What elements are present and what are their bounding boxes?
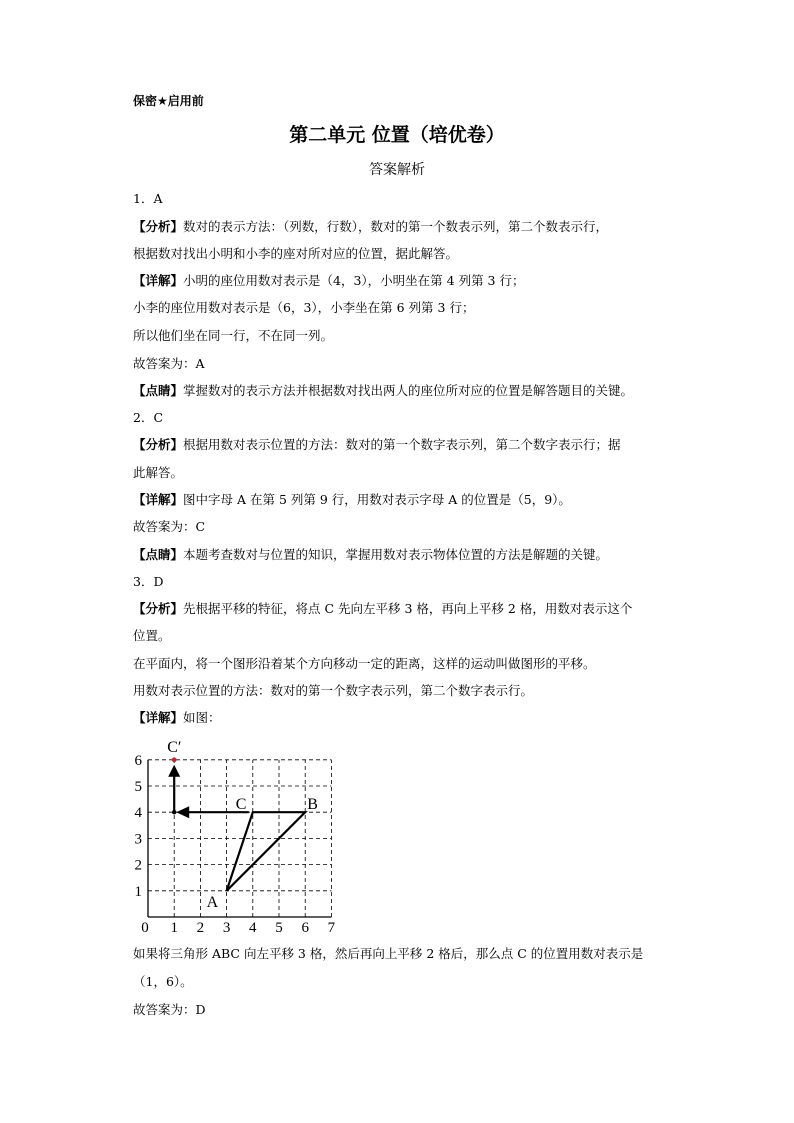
q3-detail-tag: 【详解】 <box>133 710 184 725</box>
x-tick-label: 0 <box>141 920 149 936</box>
q3-analysis-tag: 【分析】 <box>133 601 184 616</box>
q3-analysis-line-4: 用数对表示位置的方法：数对的第一个数字表示列，第二个数字表示行。 <box>133 683 534 698</box>
q3-answer: 故答案为：D <box>133 1002 206 1017</box>
x-tick-label: 7 <box>327 920 336 936</box>
x-tick-label: 5 <box>275 920 283 936</box>
y-tick-label: 5 <box>134 779 142 795</box>
point-label-c: C <box>235 796 247 814</box>
up-arrow-head <box>168 765 180 777</box>
page-title: 第二单元 位置（培优卷） <box>289 124 505 146</box>
point-label-a: A <box>206 893 219 911</box>
q1-analysis-tag: 【分析】 <box>133 219 184 234</box>
y-tick-label: 2 <box>134 857 142 874</box>
x-tick-label: 6 <box>301 920 309 936</box>
secret-label: 保密★启用前 <box>133 94 204 108</box>
q2-answer: 故答案为：C <box>133 519 206 534</box>
q2-comment-text: 本题考查数对与位置的知识，掌握用数对表示物体位置的方法是解题的关键。 <box>183 547 609 562</box>
q2-analysis-text-1: 根据用数对表示位置的方法：数对的第一个数字表示列，第二个数字表示行；据 <box>183 437 621 452</box>
q1-detail-text-1: 小明的座位用数对表示是（4，3），小明坐在第 4 列第 3 行； <box>183 273 525 288</box>
q3-analysis-line-1 <box>133 601 673 617</box>
translation-grid-figure <box>125 730 355 938</box>
q2-detail-tag: 【详解】 <box>133 492 184 507</box>
q1-detail-line-2: 小李的座位用数对表示是（6，3），小李坐在第 6 列第 3 行； <box>133 300 475 315</box>
q1-comment-tag: 【点睛】 <box>133 383 184 398</box>
point-label-c-prime: C′ <box>167 738 182 756</box>
c-prime-point <box>172 757 177 762</box>
point-label-b: B <box>307 796 318 814</box>
q2-comment-tag: 【点睛】 <box>133 547 184 562</box>
q3-conclusion-line-1: 如果将三角形 ABC 向左平移 3 格，然后再向上平移 2 格后，那么点 C 的位置用数对表示是 <box>133 946 644 961</box>
q1-answer: 故答案为：A <box>133 356 205 371</box>
q3-detail-text-1: 如图： <box>183 710 221 725</box>
q1-detail-line-1 <box>133 273 673 289</box>
q1-analysis-text-1: 数对的表示方法：（列数，行数），数对的第一个数表示列，第二个数表示行， <box>183 219 609 234</box>
q2-detail-line-1 <box>133 492 673 508</box>
y-tick-label: 6 <box>134 752 142 769</box>
figure-shapes <box>167 739 318 911</box>
q1-number: 1．A <box>133 191 163 206</box>
q1-analysis-line-2: 根据数对找出小明和小李的座对所对应的位置，据此解答。 <box>133 246 459 261</box>
q2-analysis-line-1 <box>133 437 673 453</box>
y-tick-label: 3 <box>134 831 142 848</box>
q2-number: 2．C <box>133 410 164 425</box>
y-tick-label: 1 <box>134 883 142 900</box>
q1-comment-text: 掌握数对的表示方法并根据数对找出两人的座位所对应的位置是解答题目的关键。 <box>183 383 634 398</box>
x-tick-label: 1 <box>170 920 178 936</box>
x-tick-label: 2 <box>196 920 205 936</box>
q1-detail-line-3: 所以他们坐在同一行，不在同一列。 <box>133 328 334 343</box>
q2-detail-text-1: 图中字母 A 在第 5 列第 9 行，用数对表示字母 A 的位置是（5，9）。 <box>183 492 571 507</box>
page-subtitle: 答案解析 <box>369 162 425 178</box>
left-arrow-head <box>176 806 189 818</box>
triangle-abc <box>227 812 306 891</box>
y-tick-label: 4 <box>134 805 142 822</box>
q2-comment-line <box>133 547 673 563</box>
q3-number: 3．D <box>133 574 164 589</box>
q1-detail-tag: 【详解】 <box>133 273 184 288</box>
q3-analysis-line-2: 位置。 <box>133 628 171 643</box>
q3-detail-line-1 <box>133 710 673 726</box>
q3-analysis-line-3: 在平面内，将一个图形沿着某个方向移动一定的距离，这样的运动叫做图形的平移。 <box>133 656 596 671</box>
grid-lines <box>148 760 331 917</box>
x-tick-label: 3 <box>222 920 231 936</box>
q1-analysis-line-1 <box>133 219 673 235</box>
q3-conclusion-line-2: （1，6）。 <box>133 974 193 989</box>
q3-analysis-text-1: 先根据平移的特征，将点 C 先向左平移 3 格，再向上平移 2 格，用数对表示这个 <box>183 601 633 616</box>
q1-comment-line <box>133 383 673 399</box>
q2-analysis-line-2: 此解答。 <box>133 465 184 480</box>
x-tick-label: 4 <box>249 920 257 936</box>
q2-analysis-tag: 【分析】 <box>133 437 184 452</box>
